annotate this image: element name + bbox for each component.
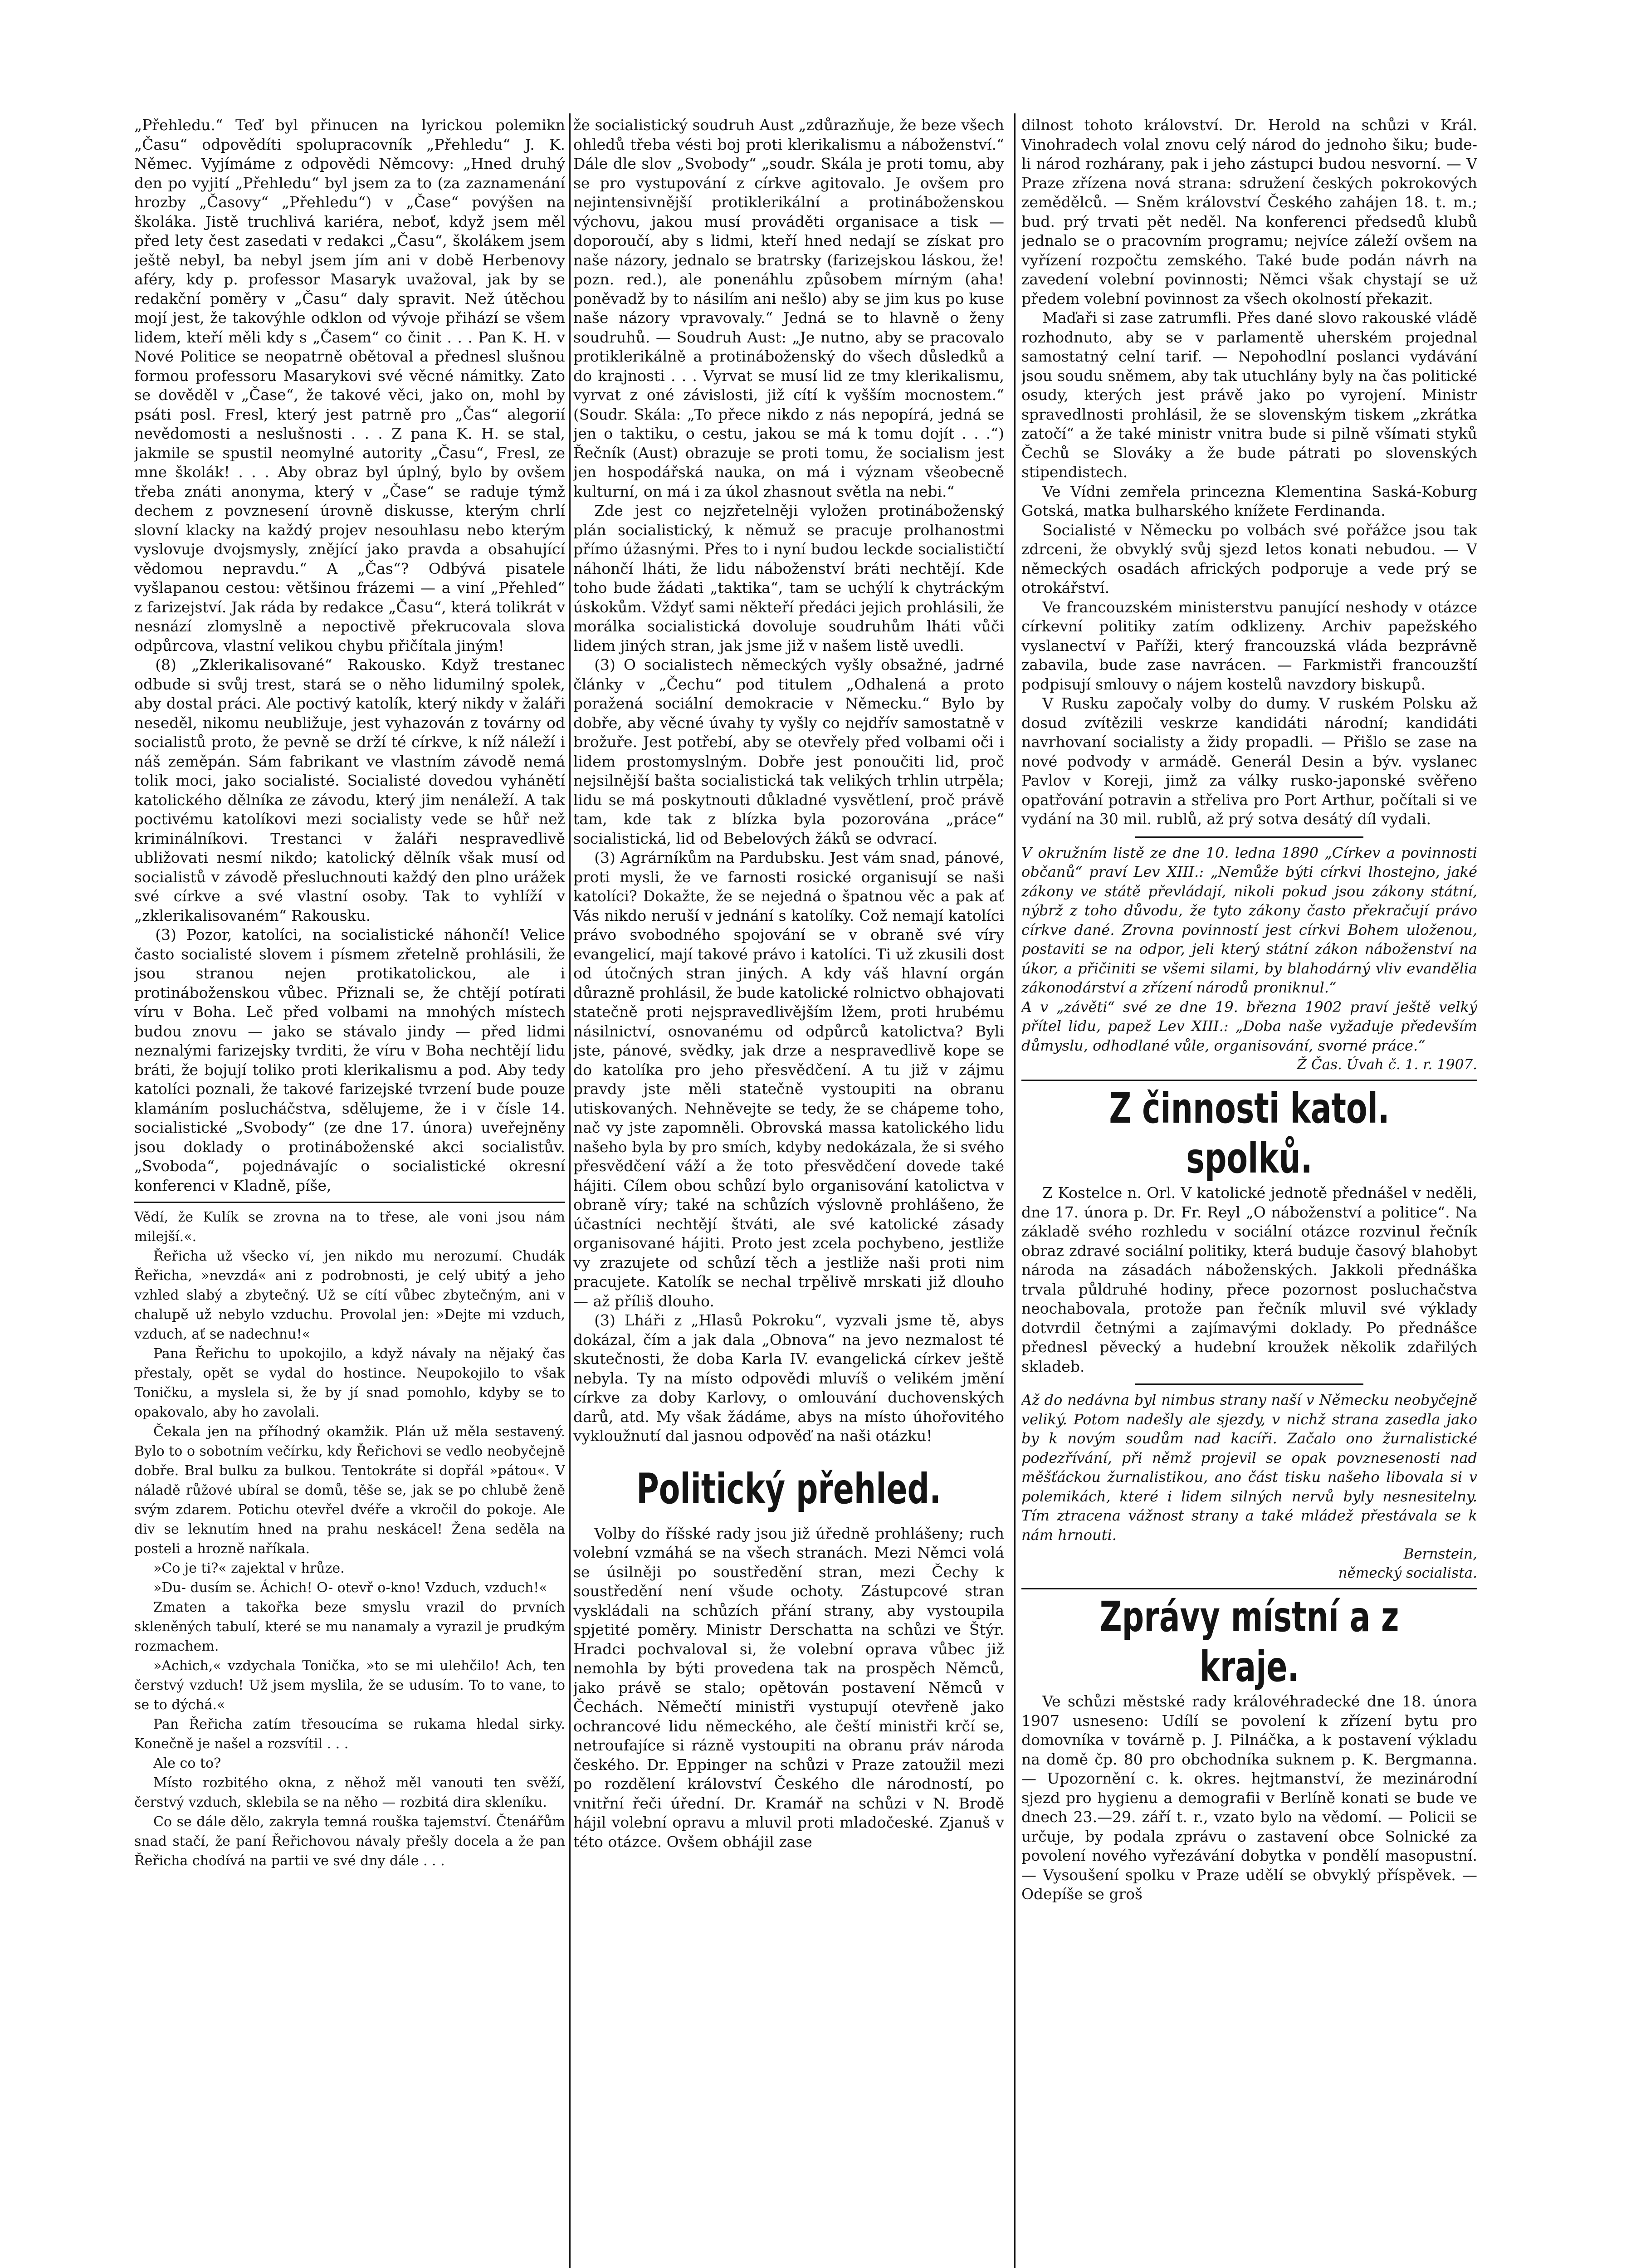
section-divider	[1021, 1588, 1477, 1589]
feuilleton-paragraph: Pana Řeřichu to upokojilo, a když návaly na nějaký čas přestaly, opět se vydal do hostince. Neupokojilo to však Toničku, a myslela si, že by jí snad pomohlo, kdyby se to opakovalo, aby ho zavolali.	[134, 1346, 565, 1420]
italic-signature-name: Bernstein,	[1403, 1546, 1477, 1562]
news-paragraph: Ve francouzském ministerstvu panující neshody v otázce církevní politiky zatím odklizeny. Archiv papežského vyslanectví v Paříži, který francouzská vláda bezprávně zabavila, bude zase navrácen. — Farkmistři francouzští podpisují smlouvy o nájem kostelů navzdory biskupů.	[1021, 598, 1477, 693]
news-paragraph: (3) Agrárníkům na Pardubsku. Jest vám snad, pánové, proti mysli, že ve farnosti rosické organisují se naši katolíci? Dokažte, že se nejedná o špatnou věc a pak ať Vás nikdo neruší v jednání s katolíky. Což nemají katolíci právo svobodného spojování se v obraně své víry evangelicí, mají takové právo i katolíci. Ti už zkusili dost od útočných stran jiných. A kdy váš hlavní orgán důrazně prohlásil, že bude katolické rolnictvo obhajovati statečně proti nejspravedlivějším lžem, proti hrubému násilnictví, osnovanému od odpůrců katolictva? Byli jste, pánové, svědky, jak drze a nespravedlivě kope se do katolíka pro jeho přesvědčení. A tu již v zájmu pravdy jste měli statečně vystoupiti na obranu utiskovaných. Nehněvejte se tedy, že se chápeme toho, nač vy jste zapomněli. Obrovská massa katolického lidu našeho byla by pro smích, kdyby nedokázala, že si svého přesvědčení váží a že toto přesvědčení dovede také hájiti. Cílem obou schůzí bylo organisování katolictva v obraně víry; také na schůzích výslovně prohlášeno, že účastníci nechtějí štváti, ale své katolické zásady organisované hájiti. Proto jest zcela pochybeno, jestliže vy zrazujete od schůzí těch a jestliže naši proti nim pracujete. Katolík se nechal trpělivě mrskati již dlouho — až příliš dlouho.	[573, 849, 1004, 1310]
news-paragraph: (8) „Zklerikalisované“ Rakousko. Když trestanec odbude si svůj trest, stará se o něho lidumilný spolek, aby dostal práci. Ale poctivý katolík, který nikdy v žaláři neseděl, nikomu neubližuje, jest vyhazován z továrny od socialistů proto, že pevně se drží té církve, k níž náleží i náš zeměpán. Sám fabrikant ve vlastním závodě nemá tolik moci, jako socialisté. Socialisté dovedou vyhánětí katolického dělníka ze závodu, který jim nenáleží. A tak poctivému katolíkovi mezi socialisty vede se hůř než kriminálníkovi. Trestanci v žaláři nespravedlivě ubližovati nesmí nikdo; katolický dělník však musí od socialistů v závodě přesluchnouti každý den plno urážek své církve a své vlastní osoby. Tak to vyhlíží v „zklerikalisovaném“ Rakousku.	[134, 656, 565, 924]
news-paragraph: (3) Pozor, katolíci, na socialistické náhončí! Velice často socialisté slovem i písmem zřetelně prohlásili, že jsou stranou nejen protikatolickou, ale i protináboženskou vůbec. Přiznali se, že chtějí potírati víru v Boha. Leč před volbami na mnohých místech budou znovu — jako se stávalo jindy — před lidmi neznalými farizejsky tvrditi, že víru v Boha nechtějí lidu bráti, že bojují toliko proti klerikalismu a pod. Aby tedy katolíci poznali, že takové farizejské tvrzení bude pouze klamáním poslucháčstva, sdělujeme, že i v čísle 14. socialistické „Svobody“ (ze dne 17. února) uveřejněny jsou doklady o protináboženské akci socialistův. „Svoboda“, pojednávajíc o socialistické okresní konferenci v Kladně, píše,	[134, 926, 565, 1194]
news-paragraph: (3) O socialistech německých vyšly obsažné, jadrné články v „Čechu“ pod titulem „Odhalená a proto poražená sociální demokracie v Německu.“ Bylo by dobře, aby věcné úvahy ty vyšly co nejdřív samostatně v brožuře. Jest potřebí, aby se otevřely před volbami oči i lidem prostomyslným. Dobře jest ponoučiti lid, proč nejsilnější bašta socialistická tak velikých trhlin utrpěla; lidu se má poskytnouti důkladné vysvětlení, proč právě tam, kde tak z blízka byla pozorována „práce“ socialistická, lid od Bebelových žáků se odvrací.	[573, 656, 1004, 847]
feuilleton-paragraph: Ale co to?	[153, 1755, 221, 1771]
column-divider-left	[569, 113, 571, 2268]
column-middle	[573, 116, 1004, 2268]
feuilleton-paragraph: Vědí, že Kulík se zrovna na to třese, ale voni jsou nám milejší.«.	[134, 1209, 565, 1245]
quote-paragraph: A v „závěti“ své ze dne 19. března 1902 praví ještě velký přítel lidu, papež Lev XIII.: „Doba naše vyžaduje především důmyslu, odhodlané vůle, organisování, svorné práce.“	[1021, 998, 1477, 1054]
section-divider	[1135, 1383, 1363, 1385]
feuilleton-paragraph: »Achich,« vzdychala Tonička, »to se mi ulehčilo! Ach, ten čerstvý vzduch! Už jsem myslila, že se udusím. To to vane, to se to dýchá.«	[134, 1658, 565, 1713]
column-divider-right	[1014, 113, 1016, 2268]
feuilleton-paragraph: Místo rozbitého okna, z něhož měl vanouti ten svěží, čerstvý vzduch, sklebila se na něho — rozbitá dira skleníku.	[134, 1775, 565, 1810]
feuilleton-paragraph: Řeřicha už všecko ví, jen nikdo mu nerozumí. Chudák Řeřicha, »nevzdá« ani z podrobnosti, je celý ubitý a jeho vzhled slabý a zbytečný. Už se cítí vůbec zbytečným, ani v chalupě už nebylo vzduchu. Provolal jen: »Dejte mi vzduch, vzduch, ať se nadechnu!«	[134, 1248, 565, 1342]
headline-local: Zprávy místní a z kraje.	[1099, 1593, 1399, 1691]
feuilleton-paragraph: »Co je ti?« zajektal v hrůze.	[153, 1560, 345, 1576]
right-news	[1021, 116, 1477, 829]
news-paragraph: (3) Lháři z „Hlasů Pokroku“, vyzvali jsme tě, abys dokázal, čím a jak dala „Obnova“ na jevo nezmalost té skutečnosti, že doba Karla IV. evangelická církev ještě nebyla. Ty na místo odpovědi mluvíš o velikém jmění církve za doby Karlovy, o omlouvání duchovenských darů, atd. My však žádáme, abys na místo úhořovitého vykloužnutí dal jasnou odpověď na naši otázku!	[573, 1311, 1004, 1445]
quote-block	[1021, 843, 1477, 1075]
quote-source: Ž Čas. Úvah č. 1. r. 1907.	[1297, 1056, 1477, 1073]
middle-news	[573, 116, 1004, 1446]
news-paragraph: Socialisté v Německu po volbách své pořážce jsou tak zdrceni, že obvyklý svůj sjezd letos konati nebudou. — V německých osadách afrických podporuje a vede prý se otrokářství.	[1021, 521, 1477, 596]
feuilleton-paragraph: Zmaten a takořka beze smyslu vrazil do prvních skleněných tabulí, které se mu nanamaly a vyrazil je prudkým rozmachem.	[134, 1599, 565, 1654]
headline-activity: Z činnosti katol. spolků.	[1109, 1084, 1390, 1183]
feuilleton-paragraph: Pan Řeřicha zatím třesoucíma se rukama hledal sirky. Konečně je našel a rozsvítil . . .	[134, 1716, 565, 1752]
feuilleton-paragraph: »Du- dusím se. Áchich! O- otevř o-kno! Vzduch, vzduch!«	[153, 1580, 547, 1596]
activity-section	[1021, 1183, 1477, 1376]
activity-paragraph: Z Kostelce n. Orl. V katolické jednotě přednášel v neděli, dne 17. února p. Dr. Fr. Reyl „O náboženství a politice“. Na základě svého rozhledu v sociální otázce rozvinul řečník obraz zdravé sociální politiky, která buduje časový blahobyt národa na zásadách náboženských. Jakkoli přednáška trvala půldruhé hodiny, přece pozornost posluchačstva neochabovala, protože pan řečník mluvil své výklady dotvrdil četnými a zajímavými doklady. Po přednášce přednesl pěvecký a hudební kroužek několik zdařilých skladeb.	[1021, 1184, 1477, 1375]
headline-politics: Politický přehled.	[636, 1464, 941, 1513]
quote-paragraph: V okružním listě ze dne 10. ledna 1890 „Církev a povinnosti občanů“ praví Lev XIII.: „Nemůže býti církvi lhostejno, jaké zákony ve státě převládají, nikoli pokud jsou zákony státní, nýbrž z toho důvodu, že tyto zákony často překračují právo církve dané. Zrovna povinností jest církvi Bohem uloženou, postaviti se na odpor, jeli který státní zákon náboženství na úkor, a přičiniti se všemi silami, by blahodárný vliv evandělia zákonodárství a zřízení národů proniknul.“	[1021, 844, 1477, 996]
feuilleton-paragraph: Co se dále dělo, zakryla temná rouška tajemství. Čtenářům snad stačí, že paní Řeřichovou návaly přešly docela a že pan Řeřicha chodívá na partii ve své dny dále . . .	[134, 1814, 565, 1869]
local-section	[1021, 1692, 1477, 1904]
section-divider	[1135, 836, 1363, 838]
feuilleton-divider	[134, 1202, 565, 1203]
news-paragraph: Ve Vídni zemřela princezna Klementina Saská-Koburg Gotská, matka bulharského knížete Ferdinanda.	[1021, 482, 1477, 519]
column-left	[134, 116, 565, 2268]
italic-note: Až do nedávna byl nimbus strany naší v Německu neobyčejně veliký. Potom nadešly ale sjezdy, v nichž strana zasedla jako by k novým soudům nad kacíři. Začalo ono žurnalistické podezřívání, při němž projevil se opak povznesenosti nad měšťáckou žurnalistikou, ano část tisku našeho libovala si v polemikách, které i lidem silných nervů byly nesnesitelny. Tím ztracena vážnost strany a také mládež přestávala se k nám hrnouti.	[1021, 1391, 1477, 1544]
column-right	[1021, 116, 1477, 2268]
politics-paragraph: Volby do říšské rady jsou již úředně prohlášeny; ruch volební vzmáhá se na všech stranách. Mezi Němci volá se úsilněji po soustředění stran, mezi Čechy k soustředění není všude ochoty. Zástupcové stran vyskládali na schůzích přání strany, aby vystoupila spjetité poměry. Ministr Derschatta na schůzi ve Štýr. Hradci pochvaloval si, že volební oprava vůbec již nemohla by býti provedena tak na prospěch Němců, jako právě se stalo; opětován postavení Němců v Čechách. Němečtí ministři vystupují otevřeně jako ochrancové lidu německého, ale čeští ministři krčí se, netroufajíce si rázně vystoupiti na obranu práv národa českého. Dr. Eppinger na schůzi v Praze zatoužil mezi po rozdělení království Českého dle národností, po vnitřní řeči úřední. Dr. Kramář na schůzi v N. Brodě hájil volební opravu a mluvil proti mladočeské. Zjanuš v této otázce. Ovšem obhájil zase	[573, 1524, 1004, 1851]
news-paragraph: V Rusku započaly volby do dumy. V ruském Polsku až dosud zvítězili veskrze kandidáti národní; kandidáti navrhovaní socialisty a židy propadli. — Přišlo se zase na nové podvody v armádě. Generál Desin a býv. vyslanec Pavlov v Koreji, jimž za války rusko-japonské svěřeno opatřování potravin a střeliva pro Port Arthur, počítali si ve vydání na 30 mil. rublů, až prý sotva desátý díl vydali.	[1021, 694, 1477, 828]
news-paragraph: dilnost tohoto království. Dr. Herold na schůzi v Král. Vinohradech volal znovu celý národ do jednoho šiku; bude-li národ rozhárany, pak i jeho zástupci budou nesvorní. — V Praze zřízena nová strana: sdružení českých pokrokových zemědělců. — Sněm království Českého zahájen 18. t. m.; bud. prý trvati pět neděl. Na konferenci předsedů klubů jednalo se o pracovním programu; nejvíce záleží ovšem na vyřízení rozpočtu zemského. Také bude podán návrh na zavedení volební povinnosti; Němci však chystají se už předem volební povinnost za všech okolností překazit.	[1021, 116, 1477, 308]
left-news	[134, 116, 565, 1195]
left-feuilleton	[134, 1207, 565, 1871]
news-paragraph: Zde jest co nejzřetelněji vyložen protináboženský plán socialistický, k němuž se pracuje prolhanostmi přímo úžasnými. Přes to i nyní budou leckde socialističtí náhončí lháti, že lidu náboženství bráti nechtějí. Kde toho bude žádati „taktika“, tam se uchýlí k chytráckým úskokům. Vždyť sami někteří předáci jejich prohlásili, že morálka socialistická dovoluje soudruhům lháti vůči lidem jiných stran, jak jsme již v našem listě uvedli.	[573, 502, 1004, 655]
section-divider	[1021, 1080, 1477, 1081]
italic-signature-role: německý socialista.	[1338, 1565, 1477, 1581]
news-paragraph: že socialistický soudruh Aust „zdůrazňuje, že beze všech ohledů třeba vésti boj proti klerikalismu a náboženství.“ Dále dle slov „Svobody“ „soudr. Skála je proti tomu, aby se pro vystupování z církve agitovalo. Je ovšem pro nejintensivnější protiklerikální a protináboženskou výchovu, jakou musí prováděti organisace a tisk — doporoučí, aby s lidmi, kteří hned nedají se získat pro naše názory, jednalo se bratrsky (farizejskou láskou, že! pozn. red.), ale ponenáhlu způsobem mírným (aha! poněvadž by to násilím ani nešlo) aby se jim kus po kuse naše názory vpravovaly.“ Jedná se to hlavně o ženy soudruhů. — Soudruh Aust: „Je nutno, aby se pracovalo protiklerikálně a protináboženský do všech důsledků a do krajnosti . . . Vyrvat se musí lid ze tmy klerikalismu, vyrvat z oné závislosti, již cítí k vyšším mocnostem.“ (Soudr. Skála: „To přece nikdo z nás nepopírá, jedná se jen o taktiku, o cestu, jakou se má k tomu dojít . . .“) Řečník (Aust) obrazuje se proti tomu, že socialism jest jen hospodářská nauka, on má i význam všeobecně kulturní, on má i za úkol zhasnout světla na nebi.“	[573, 116, 1004, 500]
politics-section	[573, 1524, 1004, 1852]
news-paragraph: Maďaři si zase zatrumfli. Přes dané slovo rakouské vládě rozhodnuto, aby se v parlamentě uherském projednal samostatný celní tarif. — Nepohodlní poslanci vydávání jsou soudu sněmem, aby tak utuchlány byly na čas politické osudy, kterých jest právě jako po vyrojení. Ministr spravedlnosti prohlásil, že se slovenským tiskem „zkrátka zatočí“ a že také ministr vnitra bude si pilně všímati styků Čechů se Slováky a že bude pátrati po slovenských stipendistech.	[1021, 309, 1477, 481]
feuilleton-paragraph: Čekala jen na příhodný okamžik. Plán už měla sestavený. Bylo to o sobotním večírku, kdy Řeřichovi se vedlo neobyčejně dobře. Bral bulku za bulkou. Tentokráte si dopřál »pátou«. V náladě růžové ubíral se domů, těše se, jak se po chlubě ženě svým zdarem. Potichu otevřel dvéře a vkročil do pokoje. Ale div se leknutím hned na prahu neskácel! Žena seděla na posteli a hrozně naříkala.	[134, 1424, 565, 1557]
news-paragraph: „Přehledu.“ Teď byl přinucen na lyrickou polemikn „Času“ odpovědíti spolupracovník „Přehledu“ J. K. Němec. Vyjímáme z odpovědi Němcovy: „Hned druhý den po vyjití „Přehledu“ byl jsem za to (za zaznamenání hrozby „Časovy“ „Přehledu“) v „Čase“ povýšen na školáka. Jistě truchlivá kariéra, neboť, když jsem měl před lety čest zasedati v redakci „Času“, školákem jsem ještě nebyl, ba nebyl jsem jím ani v době Herbenovy aféry, kdy p. professor Masaryk uvažoval, jak by se redakční poměry v „Času“ daly spravit. Než útěchou mojí jest, že takovýhle odklon od vývoje přihází se všem lidem, kteří měli kdy s „Časem“ co činit . . . Pan K. H. v Nové Politice se neopatrně obětoval a přednesl slušnou formou professoru Masarykovi své věcné námitky. Zato se dověděl v „Čase“, že takové věci, jako on, mohl by psáti posl. Fresl, který jest patrně pro „Čas“ alegorií nevědomosti a neslušnosti . . . Z pana K. H. se stal, jakmile se spustil neomylné autority „Času“, Fresl, ze mne školák! . . . Aby obraz byl úplný, bylo by ovšem třeba znáti anonyma, který v „Čase“ se raduje týmž dechem z povznesení úrovně diskusse, kterým chrlí slovní klacky na každý projev nesouhlasu nebo kterým vyslovuje dvojsmysly, znějící jako pravda a obsahující vědomou nepravdu.“ A „Čas“? Odbývá pisatele vyšlapanou cestou: většinou frázemi — a viní „Přehled“ z farizejství. Jak ráda by redakce „Času“, která tolikrát v nesnází zlomyslně a nepoctivě překrucovala slova odpůrcova, vlastní velikou chybu přičítala jiným!	[134, 116, 565, 655]
local-paragraph: Ve schůzi městské rady královéhradecké dne 18. února 1907 usneseno: Udílí se povolení k zřízení bytu pro domovníka v továrně p. J. Pilnáčka, a k postavení výkladu na domě čp. 80 pro obchodníka suknem p. K. Bergmanna. — Upozornění c. k. okres. hejtmanství, že mezinárodní sjezd pro hygienu a demografii v Berlíně konati se bude ve dnech 23.—29. září t. r., vzato bylo na vědomí. — Policii se určuje, by podala zprávu o zastavení obce Solnické za povolení nového vyřezávání dobytka v pondělí masopustní. — Vysoušení spolku v Praze udělí se obvyklý příspěvek. — Odepíše se groš	[1021, 1692, 1477, 1903]
